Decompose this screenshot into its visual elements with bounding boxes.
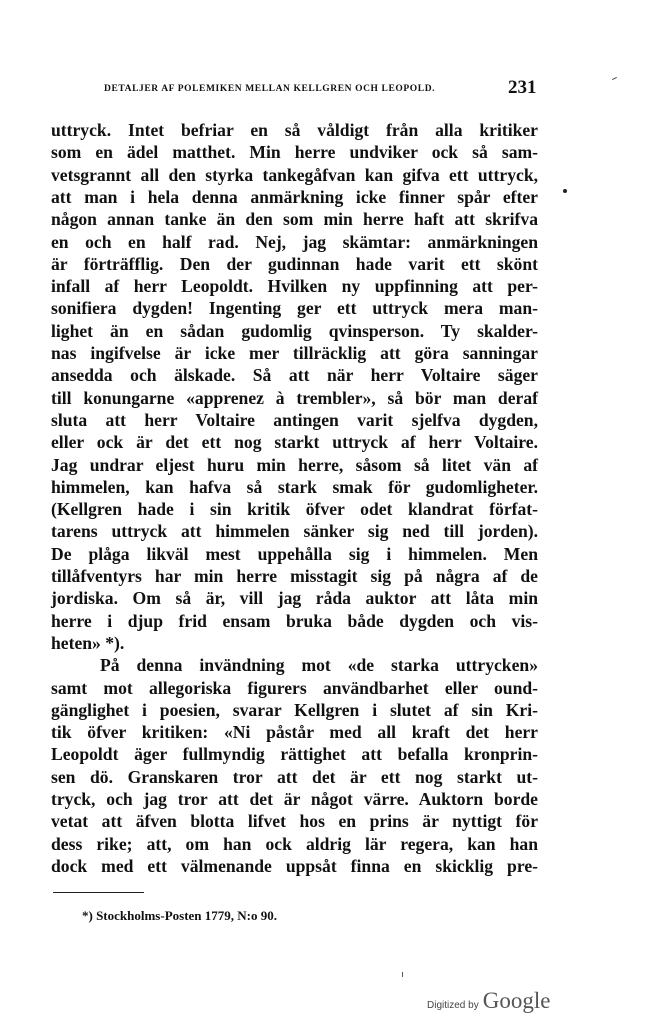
footnote-rule (53, 892, 144, 893)
text-line: lighet än en sådan gudomlig qvinsperson. Ty skalder- (51, 320, 538, 341)
text-line: dock med ett välmenande uppsåt finna en skicklig pre- (51, 855, 538, 876)
text-line: sluta att herr Voltaire antingen varit sjelfva dygden, (51, 409, 538, 430)
watermark-prefix: Digitized by (427, 1000, 479, 1011)
print-speck (402, 972, 403, 977)
running-title: DETALJER AF POLEMIKEN MELLAN KELLGREN OCH LEOPOLD. (104, 84, 436, 94)
margin-dot (563, 189, 567, 193)
text-line: eller ock är det ett nog starkt uttryck af herr Voltaire. (51, 432, 538, 453)
text-line: (Kellgren hade i sin kritik öfver odet klandrat förfat- (51, 499, 538, 520)
digitized-watermark (427, 988, 550, 1014)
page-number: 231 (508, 77, 537, 98)
text-line: vetsgrannt all den styrka tankegåfvan kan gifva ett uttryck, (51, 164, 538, 185)
text-line: infall af herr Leopoldt. Hvilken ny uppfinning att per- (51, 276, 538, 297)
text-line: nas ingifvelse är icke mer tillräcklig att göra sanningar (51, 343, 538, 363)
text-line: gänglighet i poesien, svarar Kellgren i slutet af sin Kri- (51, 699, 538, 720)
text-line: ansedda och älskade. Så att när herr Voltaire säger (51, 365, 538, 386)
footnote: *) Stockholms-Posten 1779, N:o 90. (82, 907, 277, 923)
text-line: tik öfver kritiken: «Ni påstår med all kraft det herr (51, 722, 538, 743)
text-line: någon annan tanke än den som min herre haft att skrifva (51, 209, 538, 230)
text-line: tarens uttryck att himmelen sänker sig ned till jorden). (51, 521, 538, 542)
text-line: sonifiera dygden! Ingenting ger ett uttryck mera man- (51, 298, 538, 319)
text-line: som en ädel matthet. Min herre undviker ock så sam- (51, 142, 538, 163)
text-line: jordiska. Om så är, vill jag råda auktor att låta min (51, 588, 538, 609)
text-line: Leopoldt äger fullmyndig rättighet att befalla kronprin- (51, 744, 538, 765)
text-line: sen dö. Granskaren tror att det är ett nog starkt ut- (51, 766, 538, 787)
text-line: himmelen, kan hafva så stark smak för gudomligheter. (51, 476, 538, 497)
text-line: en och en half rad. Nej, jag skämtar: anmärkningen (51, 231, 538, 252)
text-line: tryck, och jag tror att det är något värre. Auktorn borde (51, 789, 538, 809)
text-line: dess rike; att, om han ock aldrig lär regera, kan han (51, 833, 538, 854)
text-line: vetat att äfven blotta lifvet hos en prins är nyttigt för (51, 811, 538, 832)
text-line: att man i hela denna anmärkning icke finner spår efter (51, 186, 538, 207)
text-line: heten» *). (51, 632, 125, 653)
text-line: tillåfventyrs har min herre misstagit sig på några af de (51, 566, 538, 586)
text-line: är förträfflig. Den der gudinnan hade varit ett skönt (51, 253, 538, 274)
text-line: herre i djup frid ensam bruka både dygden och vis- (51, 610, 538, 631)
print-speck (612, 77, 617, 80)
text-line: till konungarne «apprenez à trembler», så bör man deraf (51, 387, 538, 408)
google-logo: Google (482, 988, 551, 1013)
text-line: uttryck. Intet befriar en så våldigt från alla kritiker (51, 120, 538, 140)
text-line: samt mot allegoriska figurers användbarhet eller ound- (51, 677, 538, 698)
paragraph-first-line: På denna invändning mot «de starka uttrycken» (100, 655, 538, 676)
text-line: De plåga likväl mest uppehålla sig i himmelen. Men (51, 543, 538, 564)
text-line: Jag undrar eljest huru min herre, såsom så litet vän af (51, 454, 538, 475)
